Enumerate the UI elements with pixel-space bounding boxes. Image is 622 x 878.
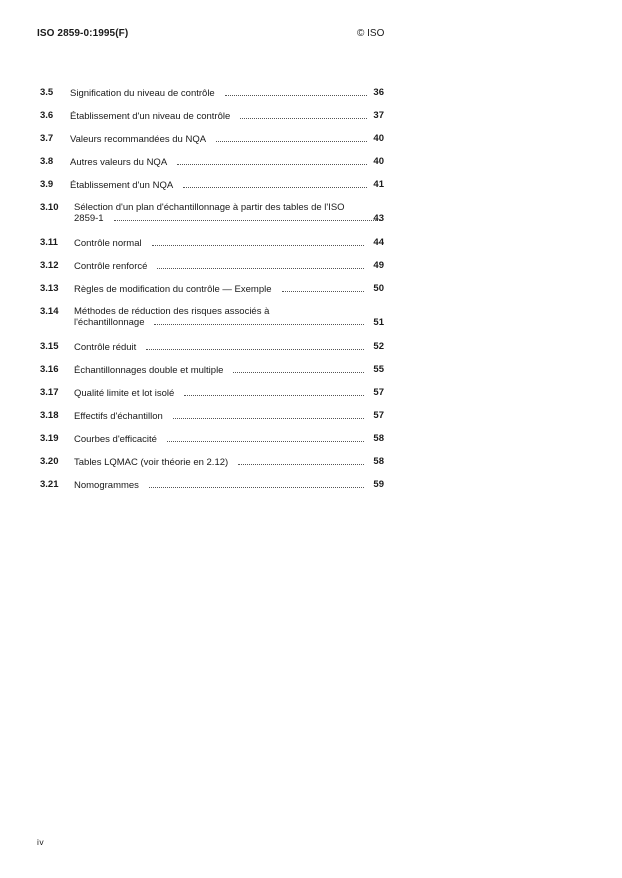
leader-dots	[240, 110, 367, 119]
toc-number: 3.16	[40, 364, 59, 375]
toc-title: Tables LQMAC (voir théorie en 2.12)	[74, 456, 364, 469]
copyright-mark: © ISO	[357, 28, 385, 39]
toc-page: 57	[373, 410, 384, 421]
toc-number: 3.10	[40, 202, 59, 213]
standard-designation: ISO 2859-0:1995(F)	[37, 28, 129, 39]
toc-title: Valeurs recommandées du NQA	[70, 133, 367, 146]
toc-title: Signification du niveau de contrôle	[70, 87, 367, 100]
toc-number: 3.13	[40, 283, 59, 294]
leader-dots	[152, 237, 364, 246]
toc-number: 3.14	[40, 306, 59, 317]
toc-number: 3.11	[40, 237, 58, 248]
leader-dots	[177, 156, 367, 165]
leader-dots	[184, 387, 364, 396]
leader-dots	[183, 179, 367, 188]
toc-entry	[0, 479, 622, 507]
toc-title: Règles de modification du contrôle — Exemple	[74, 283, 364, 296]
toc-page: 36	[373, 87, 384, 98]
toc-number: 3.20	[40, 456, 59, 467]
toc-page: 40	[373, 156, 384, 167]
toc-number: 3.9	[40, 179, 54, 190]
toc-number: 3.12	[40, 260, 59, 271]
leader-dots	[154, 316, 364, 325]
toc-page: 55	[373, 364, 384, 375]
toc-page: 41	[373, 179, 384, 190]
leader-dots	[216, 133, 367, 142]
toc-page: 49	[373, 260, 384, 271]
page-number: iv	[37, 837, 45, 847]
toc-page: 40	[373, 133, 384, 144]
toc-page: 59	[373, 479, 384, 490]
toc-page: 58	[373, 456, 384, 467]
toc-title: Contrôle réduit	[74, 341, 364, 354]
toc-title: Autres valeurs du NQA	[70, 156, 367, 169]
toc-page: 43	[373, 213, 384, 224]
toc-title: Établissement d'un NQA	[70, 179, 367, 192]
leader-dots	[282, 283, 365, 292]
leader-dots	[146, 341, 364, 350]
toc-number: 3.19	[40, 433, 59, 444]
leader-dots	[238, 456, 364, 465]
leader-dots	[173, 410, 364, 419]
leader-dots	[167, 433, 364, 442]
leader-dots	[149, 479, 364, 488]
toc-page: 44	[373, 237, 384, 248]
toc-number: 3.8	[40, 156, 54, 167]
toc-number: 3.5	[40, 87, 54, 98]
toc-number: 3.18	[40, 410, 59, 421]
leader-dots	[233, 364, 364, 373]
leader-dots	[114, 212, 380, 221]
toc-title: Établissement d'un niveau de contrôle	[70, 110, 367, 123]
toc-number: 3.21	[40, 479, 59, 490]
toc-title: Effectifs d'échantillon	[74, 410, 364, 423]
toc-title: Échantillonnages double et multiple	[74, 364, 364, 377]
toc-number: 3.6	[40, 110, 54, 121]
toc-page: 37	[373, 110, 384, 121]
toc-page: 50	[373, 283, 384, 294]
toc-page: 51	[373, 317, 384, 328]
toc-page: 58	[373, 433, 384, 444]
leader-dots	[225, 87, 367, 96]
toc-title: Courbes d'efficacité	[74, 433, 364, 446]
toc-page: 57	[373, 387, 384, 398]
toc-number: 3.15	[40, 341, 59, 352]
toc-entry: 3.10 Sélection d'un plan d'échantillonnage à partir des tables de l'ISO 2859-1 43	[40, 202, 384, 224]
toc-number: 3.7	[40, 133, 54, 144]
leader-dots	[157, 260, 364, 269]
toc-number: 3.17	[40, 387, 59, 398]
toc-title: Contrôle normal	[74, 237, 364, 250]
toc-page: 52	[373, 341, 384, 352]
toc-title: Nomogrammes	[74, 479, 364, 492]
toc-entry: 3.14 Méthodes de réduction des risques associés à l'échantillonnage 51	[40, 306, 384, 328]
toc-title: Qualité limite et lot isolé	[74, 387, 364, 400]
toc-title: Contrôle renforcé	[74, 260, 364, 273]
